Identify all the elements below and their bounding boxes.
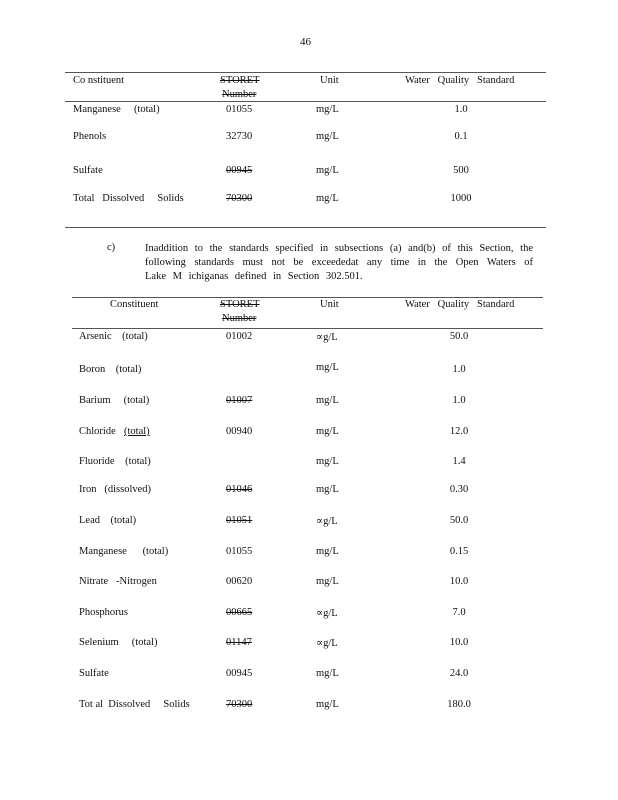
standard-cell: 50.0 [449, 515, 469, 526]
storet-cell: 01007 [226, 395, 253, 406]
unit-cell: mg/L [316, 131, 339, 142]
unit-cell: ∝g/L [316, 332, 338, 343]
storet-cell: 01046 [226, 484, 253, 495]
storet-cell: 00945 [226, 668, 253, 679]
storet-cell: 00940 [226, 426, 253, 437]
storet-cell: 32730 [226, 131, 253, 142]
page-number: 46 [300, 36, 311, 48]
table-2-top-rule [72, 297, 543, 298]
table-1-top-rule [65, 72, 546, 73]
storet-cell: 00945 [226, 165, 253, 176]
standard-cell: 10.0 [449, 576, 469, 587]
unit-cell: ∝g/L [316, 638, 338, 649]
unit-cell: mg/L [316, 484, 339, 495]
unit-cell: mg/L [316, 546, 339, 557]
table-1-header-constituent: Co nstituent [73, 75, 125, 86]
storet-cell: 01051 [226, 515, 253, 526]
section-c-paragraph: Inaddition to the standards specified in subsections (a) and(b) of this Section, the following standards must not be exceededat any time in the Open Waters of Lake M ichiganas defined in Section 302.501. [145, 243, 533, 282]
unit-cell: ∝g/L [316, 516, 338, 527]
standard-cell: 50.0 [449, 331, 469, 342]
unit-cell: ∝g/L [316, 608, 338, 619]
table-2-header-rule [72, 328, 543, 329]
constituent-cell: Manganese (total) [79, 546, 169, 557]
standard-cell: 0.1 [454, 131, 468, 142]
constituent-cell: Sulfate [79, 668, 109, 679]
constituent-cell: Manganese (total) [73, 104, 160, 115]
standard-cell: 1.4 [452, 456, 466, 467]
table-2-header-storet: STORET [220, 299, 260, 310]
standard-cell: 10.0 [449, 637, 469, 648]
standard-cell: 7.0 [452, 607, 466, 618]
table-1-header-standard: Water Quality Standard [405, 75, 515, 86]
unit-cell: mg/L [316, 699, 339, 710]
constituent-cell: Total Dissolved Solids [73, 193, 184, 204]
storet-cell: 70300 [226, 193, 253, 204]
table-1-header-storet: STORET [220, 75, 260, 86]
section-c-label: c) [107, 242, 116, 253]
table-1-bottom-rule [65, 227, 546, 228]
constituent-cell: Iron (dissolved) [79, 484, 152, 495]
storet-cell: 00665 [226, 607, 253, 618]
unit-cell: mg/L [316, 395, 339, 406]
standard-cell: 500 [453, 165, 469, 176]
unit-cell: mg/L [316, 104, 339, 115]
constituent-cell: Chloride [79, 426, 116, 437]
constituent-cell: Boron (total) [79, 364, 142, 375]
table-2-header-storet-number: Number [222, 313, 257, 324]
unit-cell: mg/L [316, 426, 339, 437]
storet-cell: 00620 [226, 576, 253, 587]
unit-cell: mg/L [316, 456, 339, 467]
storet-cell: 01002 [226, 331, 253, 342]
constituent-cell: Arsenic (total) [79, 331, 148, 342]
constituent-cell: Lead (total) [79, 515, 137, 526]
standard-cell: 24.0 [449, 668, 469, 679]
standard-cell: 1.0 [452, 395, 466, 406]
storet-cell: 70300 [226, 699, 253, 710]
constituent-cell: Tot al Dissolved Solids [79, 699, 190, 710]
storet-cell: 01147 [226, 637, 252, 648]
constituent-cell: Selenium (total) [79, 637, 158, 648]
standard-cell: 1.0 [454, 104, 468, 115]
table-2-header-constituent: Constituent [110, 299, 159, 310]
standard-cell: 0.15 [449, 546, 469, 557]
standard-cell: 0.30 [449, 484, 469, 495]
unit-cell: mg/L [316, 576, 339, 587]
unit-cell: mg/L [316, 362, 339, 373]
constituent-cell: Barium (total) [79, 395, 150, 406]
constituent-cell: Phenols [73, 131, 107, 142]
table-1-header-unit: Unit [320, 75, 339, 86]
table-1-header-rule [65, 101, 546, 102]
table-2-header-standard: Water Quality Standard [405, 299, 515, 310]
standard-cell: 1.0 [452, 364, 466, 375]
storet-cell: 01055 [226, 104, 253, 115]
unit-cell: mg/L [316, 193, 339, 204]
standard-cell: 12.0 [449, 426, 469, 437]
unit-cell: mg/L [316, 668, 339, 679]
constituent-cell: Nitrate -Nitrogen [79, 576, 157, 587]
unit-cell: mg/L [316, 165, 339, 176]
constituent-cell: Phosphorus [79, 607, 129, 618]
standard-cell: 1000 [450, 193, 472, 204]
storet-cell: 01055 [226, 546, 253, 557]
standard-cell: 180.0 [447, 699, 471, 710]
table-1-header-storet-number: Number [222, 89, 257, 100]
constituent-cell: Sulfate [73, 165, 103, 176]
constituent-suffix: (total) [124, 426, 150, 437]
table-2-header-unit: Unit [320, 299, 339, 310]
constituent-cell: Fluoride (total) [79, 456, 151, 467]
